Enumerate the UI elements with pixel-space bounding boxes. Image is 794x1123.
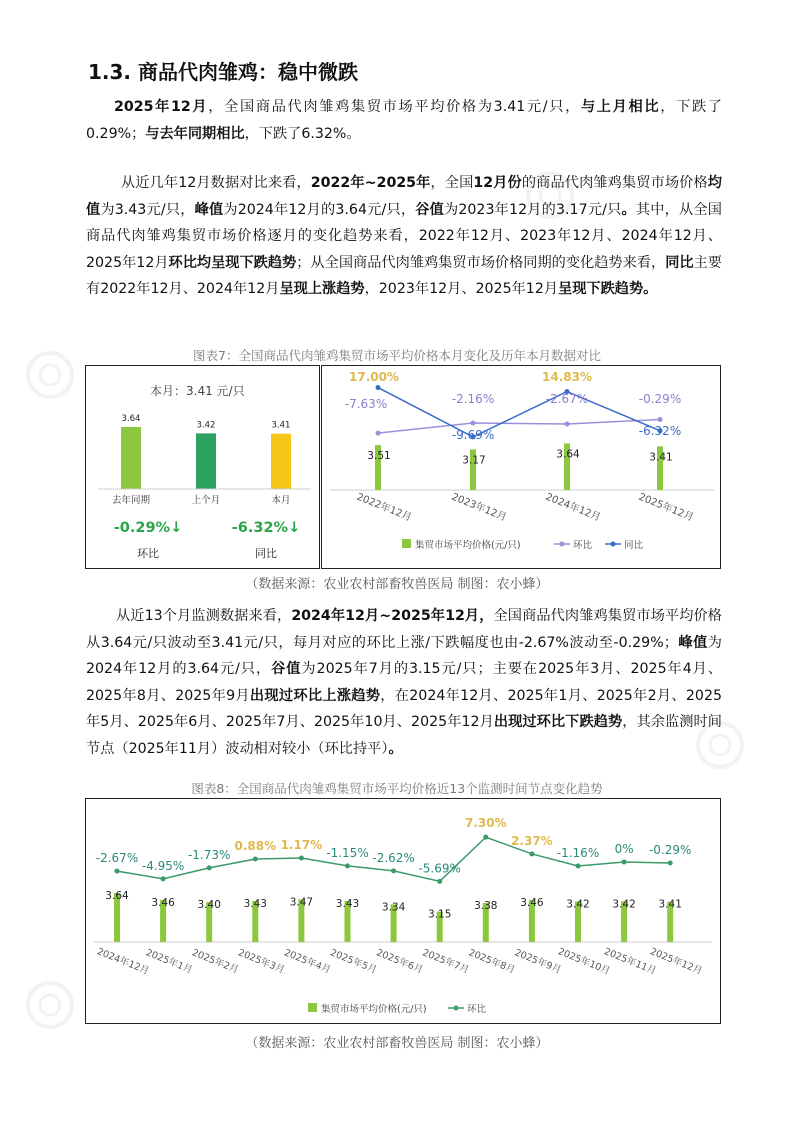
paragraph-2	[86, 170, 722, 303]
category-label: 2025年9月	[512, 947, 563, 977]
category-label: 本月	[271, 495, 291, 506]
mom-point-12	[668, 860, 673, 865]
yoy-data-label: -9.69%	[451, 428, 495, 442]
p2-segment-6: 为3.43元/只，	[100, 201, 195, 218]
category-label: 2025年12月	[648, 946, 704, 978]
legend-marker-yoy	[611, 542, 616, 547]
category-label: 2025年2月	[190, 947, 241, 977]
p3-segment-5: 谷值	[271, 661, 302, 677]
category-label: 2025年8月	[466, 947, 517, 977]
yoy-data-label: -6.32%	[638, 424, 682, 438]
mom-data-label: 7.30%	[464, 816, 507, 831]
legend-swatch-bar	[402, 539, 411, 548]
p2-segment-14: ；从全国商品代肉雏鸡集贸市场价格同期的变化趋势来看，	[296, 254, 666, 271]
mom-data-label: -4.95%	[141, 858, 185, 873]
bar-value-label: 3.46	[520, 896, 544, 909]
p1-segment-1: ，全国商品代肉雏鸡集贸市场平均价格为3.41元/只，	[208, 99, 581, 115]
mom-data-label: 1.17%	[280, 838, 323, 853]
p2-segment-2: ，全国	[430, 175, 474, 191]
mom-point-1	[161, 876, 166, 881]
monthly-compare-chart	[86, 366, 319, 568]
p3-segment-4: 为2024年12月的3.64元/只，	[86, 634, 722, 677]
mom-point-8	[483, 835, 488, 840]
bar-value-label: 3.42	[196, 420, 216, 431]
paragraph-3	[86, 603, 722, 762]
paragraph-1	[86, 94, 722, 147]
bar-value-label: 3.43	[243, 897, 267, 910]
mom-point-7	[437, 879, 442, 884]
figure-7-source: （数据来源：农业农村部畜牧兽医局 制图：农小蜂）	[245, 577, 549, 592]
figure-7-caption: 图表7：全国商品代肉雏鸡集贸市场平均价格本月变化及历年本月数据对比	[193, 348, 601, 363]
category-label: 2025年11月	[602, 946, 658, 978]
bar-value-label: 3.15	[428, 908, 452, 921]
p2-segment-9: 谷值	[415, 201, 444, 218]
legend-marker-mom	[454, 1006, 459, 1011]
mom-point-3	[658, 417, 663, 422]
mom-point-5	[345, 863, 350, 868]
p2-segment-16: 主要有2022年12月、2024年12月	[86, 254, 722, 297]
bar-value-label: 3.43	[335, 897, 360, 910]
category-label: 2025年1月	[144, 947, 194, 977]
mom-data-label: -1.15%	[326, 845, 369, 860]
bar-value-label: 3.64	[105, 889, 129, 902]
mom-data-label: 0%	[614, 842, 634, 856]
category-label: 2025年3月	[236, 947, 287, 977]
legend-label: 集贸市场平均价格(元/只)	[415, 540, 521, 551]
mom-point-0	[115, 869, 120, 874]
p2-segment-17: 呈现上涨趋势	[279, 281, 365, 297]
category-label: 2023年12月	[449, 491, 508, 524]
p2-segment-3: 12月份	[473, 175, 522, 191]
category-label: 2025年10月	[556, 946, 612, 978]
mom-point-3	[253, 857, 258, 862]
bar-value-label: 3.64	[121, 414, 141, 424]
p2-segment-5: 均值	[86, 175, 722, 218]
p1-segment-3: ，下跌了0.29%；	[86, 99, 722, 142]
p3-segment-2: 全国商品代肉雏鸡集贸市场平均价格从3.64元/只波动至3.41元/只，每月对应的环比上涨/下跌幅度也由-2.67%波动至-0.29%；	[86, 608, 722, 651]
figure-8-source: （数据来源：农业农村部畜牧兽医局 制图：农小蜂）	[245, 1036, 549, 1051]
legend-swatch-bar	[308, 1003, 317, 1012]
category-label: 2025年12月	[636, 491, 695, 524]
category-label: 2025年6月	[374, 947, 425, 977]
p2-segment-18: ，2023年12月、2025年12月	[364, 281, 559, 297]
yearly-december-chart	[322, 366, 720, 568]
bar-value-label: 3.41	[271, 420, 291, 431]
p2-segment-7: 峰值	[194, 201, 224, 218]
category-label: 2025年4月	[282, 947, 333, 977]
legend-label: 环比	[467, 1004, 487, 1015]
yoy-label: 同比	[255, 547, 277, 560]
mom-point-1	[471, 420, 476, 425]
bar-value-label: 3.17	[462, 454, 486, 467]
category-label: 2025年7月	[420, 947, 471, 977]
mom-point-2	[207, 865, 212, 870]
bar-value-label: 3.42	[566, 898, 590, 911]
category-label: 2024年12月	[95, 946, 151, 978]
yoy-data-label: 17.00%	[349, 370, 399, 384]
p1-segment-4: 与去年同期相比	[145, 125, 245, 142]
figure-7-left-panel	[85, 365, 320, 569]
figure-8-caption: 图表8：全国商品代肉雏鸡集贸市场平均价格近13个监测时间节点变化趋势	[191, 781, 603, 796]
category-label: 2025年5月	[328, 947, 379, 977]
category-label: 去年同期	[111, 495, 151, 506]
bar-value-label: 3.47	[289, 896, 314, 909]
bar-2	[271, 434, 291, 489]
yoy-line	[378, 388, 660, 437]
bar-1	[196, 433, 216, 489]
mom-point-11	[622, 860, 627, 865]
category-label: 上个月	[191, 495, 221, 506]
mom-data-label: -5.69%	[418, 861, 461, 876]
p2-segment-1: 2022年~2025年	[310, 175, 431, 191]
mom-point-4	[299, 856, 304, 861]
bar-value-label: 3.41	[658, 898, 682, 911]
bar-value-label: 3.64	[556, 448, 580, 461]
p3-segment-3: 峰值	[677, 634, 708, 651]
mom-data-label: -2.16%	[451, 392, 495, 406]
category-label: 2022年12月	[354, 491, 413, 524]
mom-point-6	[391, 868, 396, 873]
p3-segment-8: ，在2024年12月、2025年1月、2025年2月、2025年5月、2025年6月、2025年7月、2025年10月、2025年12月	[86, 687, 722, 730]
category-label: 2024年12月	[543, 491, 602, 524]
p3-segment-6: 为2025年7月的3.15元/只；主要在2025年3月、2025年4月、2025年8月、2025年9月	[86, 661, 722, 704]
mom-point-2	[565, 421, 570, 426]
p3-segment-1: 2024年12月~2025年12月，	[291, 608, 494, 624]
mom-label: 环比	[137, 547, 159, 560]
p2-segment-15: 同比	[665, 254, 694, 271]
p1-segment-0: 2025年12月	[114, 99, 209, 115]
mom-value: -0.29%↓	[113, 520, 183, 536]
bar-value-label: 3.46	[151, 896, 175, 909]
mom-data-label: -7.63%	[344, 397, 388, 411]
thirteen-month-trend-chart	[86, 799, 720, 1023]
p2-segment-13: 环比均呈现下跌趋势	[168, 254, 297, 271]
mom-data-label: -0.29%	[638, 392, 682, 406]
mom-data-label: -2.67%	[95, 851, 139, 866]
mom-point-9	[529, 851, 534, 856]
yoy-point-0	[376, 385, 381, 390]
bar-value-label: 3.42	[612, 898, 636, 911]
mom-line	[378, 420, 660, 434]
p3-segment-11: 。	[388, 740, 403, 757]
mom-point-0	[376, 431, 381, 436]
p2-segment-19: 呈现下跌趋势。	[558, 281, 658, 297]
figure-7-right-panel	[321, 365, 721, 569]
p2-segment-0: 从近几年12月数据对比来看，	[121, 175, 311, 191]
p3-segment-10: ，其余监测时间节点（2025年11月）波动相对较小（环比持平）	[86, 714, 722, 757]
legend-label: 环比	[573, 540, 593, 551]
legend-marker-mom	[560, 542, 565, 547]
yoy-data-label: 14.83%	[542, 370, 592, 384]
p3-segment-0: 从近13个月监测数据来看，	[116, 608, 292, 624]
p2-segment-4: 的商品代肉雏鸡集贸市场价格	[521, 175, 708, 191]
mom-data-label: -0.29%	[648, 842, 692, 857]
figure-8-panel	[85, 798, 721, 1024]
yoy-value: -6.32%↓	[231, 520, 301, 536]
legend-label: 同比	[624, 540, 644, 551]
p3-segment-7: 出现过环比上涨趋势	[249, 687, 381, 704]
p2-segment-10: 为2023年12月的3.17元/只	[444, 201, 622, 218]
p1-segment-5: ，下跌了6.32%。	[244, 125, 361, 142]
mom-data-label: 0.88%	[234, 839, 277, 854]
bar-value-label: 3.41	[649, 451, 673, 464]
p2-segment-12: 其中，从全国商品代肉雏鸡集贸市场价格逐月的变化趋势来看，2022年12月、2023年12月、2024年12月、2025年12月	[86, 201, 722, 271]
bar-0	[121, 427, 141, 489]
bar-value-label: 3.40	[197, 899, 221, 912]
p1-segment-2: 与上月相比	[580, 99, 661, 115]
mom-data-label: -2.62%	[372, 850, 415, 865]
bar-value-label: 3.38	[474, 899, 498, 912]
bar-value-label: 3.51	[367, 450, 391, 463]
mom-data-label: 2.37%	[511, 833, 553, 848]
bar-value-label: 3.34	[381, 901, 406, 914]
mom-data-label: -1.73%	[187, 847, 231, 862]
p2-segment-11: 。	[621, 201, 636, 218]
p3-segment-9: 出现过环比下跌趋势	[493, 714, 623, 730]
legend-label: 集贸市场平均价格(元/只)	[321, 1004, 427, 1015]
mom-data-label: -2.67%	[545, 392, 589, 406]
p2-segment-8: 为2024年12月的3.64元/只，	[223, 201, 416, 218]
mom-data-label: -1.16%	[556, 845, 600, 860]
chart-header: 本月：3.41 元/只	[150, 384, 245, 398]
section-title: 1.3. 商品代肉雏鸡：稳中微跌	[88, 60, 358, 84]
mom-point-10	[576, 863, 581, 868]
